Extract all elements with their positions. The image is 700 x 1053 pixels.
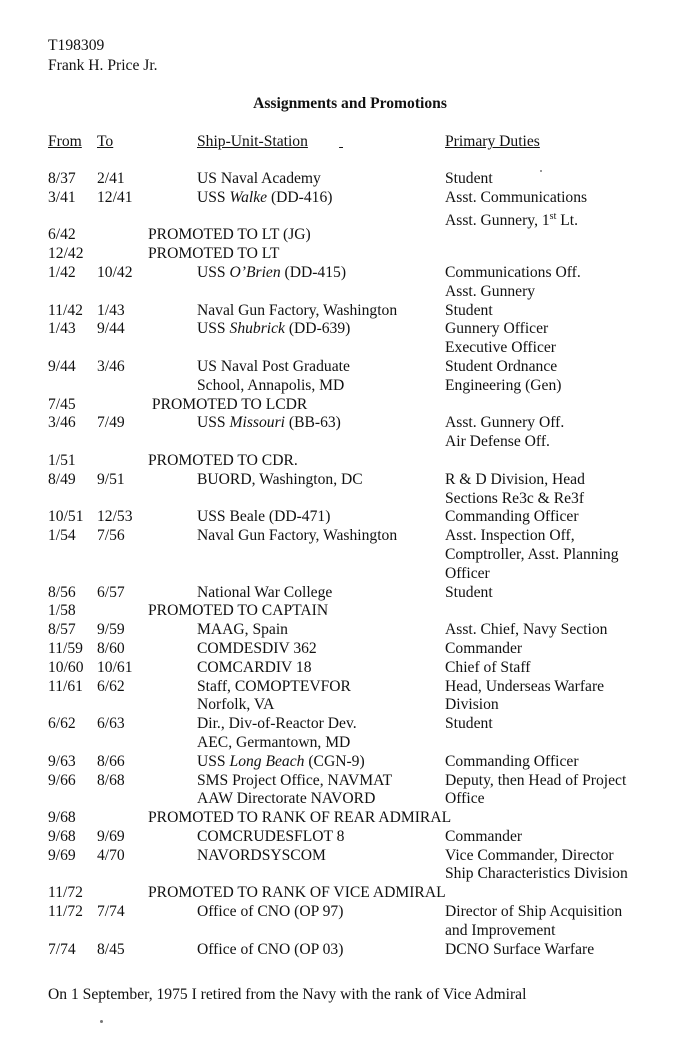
cell-promotion: PROMOTED TO LCDR	[148, 395, 308, 413]
cell-ship: USS Beale (DD-471)	[197, 508, 331, 526]
cell-from: 8/37	[48, 170, 76, 187]
cell-promotion: PROMOTED TO LT (JG)	[148, 226, 311, 244]
cell-duty: Asst. Gunnery, 1st Lt.	[445, 210, 578, 229]
table-row	[0, 471, 700, 509]
table-row	[0, 584, 700, 603]
cell-duty: Vice Commander, Director	[445, 846, 614, 864]
cell-ship: AEC, Germantown, MD	[197, 733, 351, 751]
cell-from: 1/51	[48, 451, 76, 469]
cell-from: 10/51	[48, 508, 84, 526]
cell-from: 11/72	[48, 884, 83, 902]
cell-from: 11/59	[48, 639, 83, 657]
cell-duty: Air Defense Off.	[445, 433, 550, 451]
cell-duty: Student Ordnance	[445, 357, 558, 375]
table-row	[0, 320, 700, 358]
cell-ship: SMS Project Office, NAVMAT	[197, 771, 393, 789]
cell-ship: Naval Gun Factory, Washington	[197, 527, 398, 545]
cell-ship: USS Walke (DD-416)	[197, 188, 333, 206]
promotion-row	[0, 245, 700, 264]
cell-duty: and Improvement	[445, 921, 556, 939]
row-line	[0, 264, 700, 283]
cell-promotion: PROMOTED TO CAPTAIN	[148, 602, 329, 620]
table-row	[0, 170, 700, 189]
cell-duty: Student	[445, 170, 493, 187]
table-row	[0, 941, 700, 960]
table-row	[0, 753, 700, 772]
cell-duty: Asst. Inspection Off,	[445, 527, 575, 545]
table-row	[0, 640, 700, 659]
cell-from: 9/44	[48, 357, 76, 375]
cell-duty: DCNO Surface Warfare	[445, 940, 595, 958]
row-line	[0, 941, 700, 960]
scan-speck	[540, 170, 542, 172]
promotion-row	[0, 226, 700, 245]
cell-to: 6/57	[97, 583, 125, 601]
promotion-row	[0, 809, 700, 828]
row-line	[0, 490, 700, 509]
row-line	[0, 433, 700, 452]
cell-to: 3/46	[97, 357, 125, 375]
row-line	[0, 320, 700, 339]
table-row	[0, 264, 700, 302]
cell-to: 8/68	[97, 771, 125, 789]
row-line	[0, 527, 700, 546]
cell-to: 8/66	[97, 752, 125, 770]
cell-from: 1/43	[48, 320, 76, 338]
row-line	[0, 903, 700, 922]
retirement-statement: On 1 September, 1975 I retired from the Navy with the rank of Vice Admiral	[48, 986, 527, 1003]
cell-ship: Dir., Div-of-Reactor Dev.	[197, 715, 357, 733]
cell-to: 10/61	[97, 658, 133, 676]
cell-to: 9/59	[97, 621, 125, 639]
row-line	[0, 602, 700, 621]
cell-from: 9/68	[48, 827, 76, 845]
cell-ship: Office of CNO (OP 03)	[197, 940, 344, 958]
scan-speck	[100, 1020, 103, 1023]
row-line	[0, 865, 700, 884]
cell-to: 6/63	[97, 715, 125, 733]
cell-duty: R & D Division, Head	[445, 470, 585, 488]
cell-duty: Commander	[445, 639, 523, 657]
row-line	[0, 414, 700, 433]
row-line	[0, 922, 700, 941]
cell-from: 7/45	[48, 395, 76, 413]
row-line	[0, 226, 700, 245]
row-line	[0, 396, 700, 415]
assignments-table	[0, 170, 700, 959]
row-line	[0, 715, 700, 734]
cell-ship: MAAG, Spain	[197, 621, 288, 639]
cell-ship: COMDESDIV 362	[197, 639, 317, 657]
cell-duty: Director of Ship Acquisition	[445, 903, 623, 921]
cell-promotion: PROMOTED TO RANK OF REAR ADMIRAL	[148, 809, 452, 827]
cell-ship: School, Annapolis, MD	[197, 376, 345, 394]
cell-to: 4/70	[97, 846, 125, 864]
row-line	[0, 339, 700, 358]
cell-from: 8/56	[48, 583, 76, 601]
column-header-ship	[197, 133, 343, 152]
table-row	[0, 659, 700, 678]
table-row	[0, 621, 700, 640]
cell-duty: Sections Re3c & Re3f	[445, 489, 585, 507]
cell-duty: Deputy, then Head of Project	[445, 771, 627, 789]
cell-ship: COMCRUDESFLOT 8	[197, 827, 345, 845]
cell-from: 1/42	[48, 263, 76, 281]
column-header-from: From	[48, 133, 82, 150]
cell-from: 9/69	[48, 846, 76, 864]
cell-to: 8/60	[97, 639, 125, 657]
cell-ship: Office of CNO (OP 97)	[197, 903, 344, 921]
cell-duty: Executive Officer	[445, 339, 556, 357]
table-row	[0, 508, 700, 527]
table-row	[0, 414, 700, 452]
cell-duty: Division	[445, 696, 499, 714]
table-row	[0, 828, 700, 847]
cell-duty: Asst. Gunnery Off.	[445, 414, 565, 432]
row-line	[0, 847, 700, 866]
table-row	[0, 189, 700, 227]
cell-to: 9/51	[97, 470, 125, 488]
cell-from: 7/74	[48, 940, 76, 958]
cell-promotion: PROMOTED TO RANK OF VICE ADMIRAL	[148, 884, 446, 902]
cell-to: 8/45	[97, 940, 125, 958]
cell-duty: Ship Characteristics Division	[445, 865, 628, 883]
cell-to: 6/62	[97, 677, 125, 695]
cell-to: 7/74	[97, 903, 125, 921]
promotion-row	[0, 396, 700, 415]
row-line	[0, 696, 700, 715]
row-line	[0, 508, 700, 527]
row-line	[0, 659, 700, 678]
cell-from: 8/49	[48, 470, 76, 488]
cell-from: 3/46	[48, 414, 76, 432]
cell-ship: COMCARDIV 18	[197, 658, 312, 676]
cell-to: 7/49	[97, 414, 125, 432]
row-line	[0, 640, 700, 659]
cell-to: 2/41	[97, 170, 125, 187]
row-line	[0, 565, 700, 584]
cell-ship: US Naval Post Graduate	[197, 357, 350, 375]
document-id: T198309	[48, 37, 105, 54]
cell-duty: Communications Off.	[445, 263, 581, 281]
cell-duty: Head, Underseas Warfare	[445, 677, 605, 695]
cell-from: 11/72	[48, 903, 83, 921]
row-line	[0, 546, 700, 565]
cell-from: 11/42	[48, 301, 83, 319]
row-line	[0, 734, 700, 753]
table-row	[0, 527, 700, 583]
cell-duty: Commanding Officer	[445, 752, 579, 770]
cell-from: 10/60	[48, 658, 84, 676]
promotion-row	[0, 884, 700, 903]
table-row	[0, 847, 700, 885]
row-line	[0, 377, 700, 396]
cell-duty: Asst. Chief, Navy Section	[445, 621, 608, 639]
cell-from: 1/58	[48, 602, 76, 620]
row-line	[0, 884, 700, 903]
cell-ship: USS O’Brien (DD-415)	[197, 263, 347, 281]
cell-from: 9/66	[48, 771, 76, 789]
row-line	[0, 452, 700, 471]
table-row	[0, 358, 700, 396]
cell-to: 1/43	[97, 301, 125, 319]
author-name: Frank H. Price Jr.	[48, 57, 158, 74]
row-line	[0, 170, 700, 189]
row-line	[0, 790, 700, 809]
row-line	[0, 828, 700, 847]
cell-promotion: PROMOTED TO LT	[148, 245, 280, 263]
cell-promotion: PROMOTED TO CDR.	[148, 451, 298, 469]
page-title: Assignments and Promotions	[253, 95, 447, 112]
row-line	[0, 189, 700, 208]
column-header-duties: Primary Duties	[445, 133, 540, 150]
cell-duty: Student	[445, 583, 493, 601]
cell-duty: Student	[445, 301, 493, 319]
row-line	[0, 584, 700, 603]
promotion-row	[0, 602, 700, 621]
column-header-to: To	[97, 133, 114, 150]
table-row	[0, 715, 700, 753]
row-line	[0, 302, 700, 321]
cell-duty: Comptroller, Asst. Planning	[445, 545, 619, 563]
cell-ship: NAVORDSYSCOM	[197, 846, 326, 864]
cell-to: 10/42	[97, 263, 133, 281]
row-line	[0, 245, 700, 264]
cell-ship: Norfolk, VA	[197, 696, 275, 714]
cell-ship: US Naval Academy	[197, 170, 321, 187]
column-header-ship-label: Ship-Unit-Station	[197, 133, 308, 150]
row-line	[0, 772, 700, 791]
row-line	[0, 621, 700, 640]
cell-ship: BUORD, Washington, DC	[197, 470, 363, 488]
cell-duty: Asst. Communications	[445, 188, 588, 206]
cell-duty: Student	[445, 715, 493, 733]
cell-duty: Chief of Staff	[445, 658, 531, 676]
cell-to: 12/53	[97, 508, 133, 526]
cell-from: 8/57	[48, 621, 76, 639]
cell-to: 9/69	[97, 827, 125, 845]
row-line	[0, 753, 700, 772]
cell-from: 6/42	[48, 226, 76, 244]
table-row	[0, 302, 700, 321]
row-line	[0, 358, 700, 377]
cell-duty: Gunnery Officer	[445, 320, 549, 338]
cell-from: 9/63	[48, 752, 76, 770]
cell-duty: Office	[445, 790, 485, 808]
row-line	[0, 471, 700, 490]
row-line	[0, 678, 700, 697]
cell-ship: USS Shubrick (DD-639)	[197, 320, 351, 338]
cell-to: 12/41	[97, 188, 133, 206]
cell-from: 6/62	[48, 715, 76, 733]
cell-from: 1/54	[48, 527, 76, 545]
cell-ship: National War College	[197, 583, 333, 601]
table-row	[0, 903, 700, 941]
table-row	[0, 772, 700, 810]
cell-duty: Commander	[445, 827, 523, 845]
cell-duty: Engineering (Gen)	[445, 376, 562, 394]
cell-ship: Staff, COMOPTEVFOR	[197, 677, 351, 695]
cell-duty: Officer	[445, 564, 490, 582]
row-line	[0, 208, 700, 227]
cell-to: 7/56	[97, 527, 125, 545]
cell-ship: AAW Directorate NAVORD	[197, 790, 376, 808]
cell-from: 11/61	[48, 677, 83, 695]
cell-ship: USS Missouri (BB-63)	[197, 414, 341, 432]
cell-from: 9/68	[48, 809, 76, 827]
cell-duty: Asst. Gunnery	[445, 282, 536, 300]
promotion-row	[0, 452, 700, 471]
cell-from: 12/42	[48, 245, 84, 263]
cell-ship: Naval Gun Factory, Washington	[197, 301, 398, 319]
row-line	[0, 283, 700, 302]
row-line	[0, 809, 700, 828]
cell-duty: Commanding Officer	[445, 508, 579, 526]
cell-ship: USS Long Beach (CGN-9)	[197, 752, 365, 770]
table-row	[0, 678, 700, 716]
cell-from: 3/41	[48, 188, 76, 206]
cell-to: 9/44	[97, 320, 125, 338]
